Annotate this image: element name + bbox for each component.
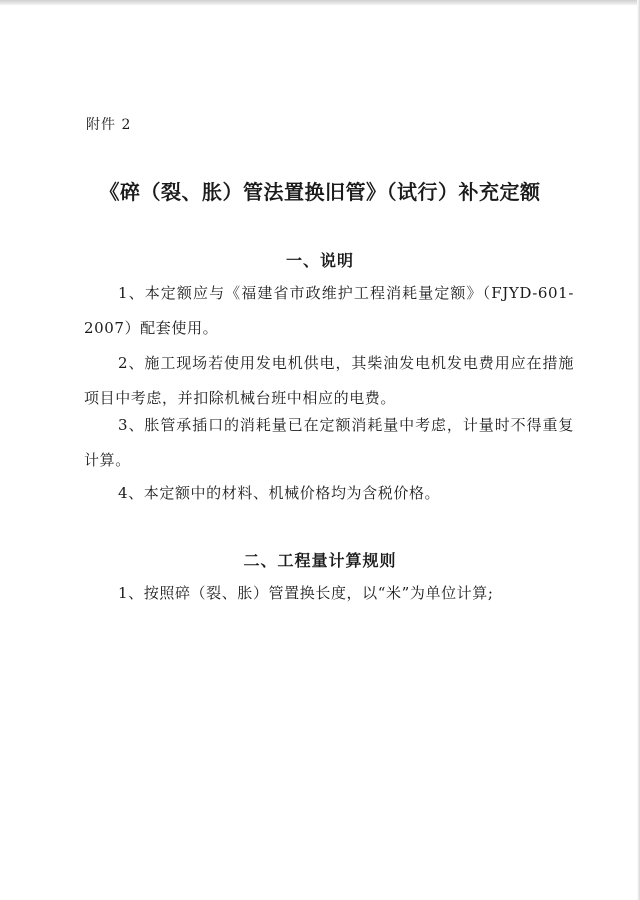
section-heading-description: 一、说明 [285, 251, 354, 270]
annex-label: 附件 2 [86, 117, 132, 133]
description-item-1: 1、本定额应与《福建省市政维护工程消耗量定额》（FJYD-601-2007）配套使用。 [84, 284, 574, 337]
calculation-rule-item-1: 1、按照碎（裂、胀）管置换长度，以“米”为单位计算; [118, 584, 494, 602]
description-item-4: 4、本定额中的材料、机械价格均为含税价格。 [118, 484, 441, 502]
section-heading-calculation-rules: 二、工程量计算规则 [243, 551, 397, 570]
scan-edge-top [0, 0, 640, 5]
document-title: 《碎（裂、胀）管法置换旧管》（试行）补充定额 [99, 180, 541, 204]
description-item-2: 2、施工现场若使用发电机供电，其柴油发电机发电费用应在措施项目中考虑，并扣除机械台班中相应的电费。 [84, 354, 574, 407]
description-item-3: 3、胀管承插口的消耗量已在定额消耗量中考虑，计量时不得重复计算。 [84, 416, 574, 469]
